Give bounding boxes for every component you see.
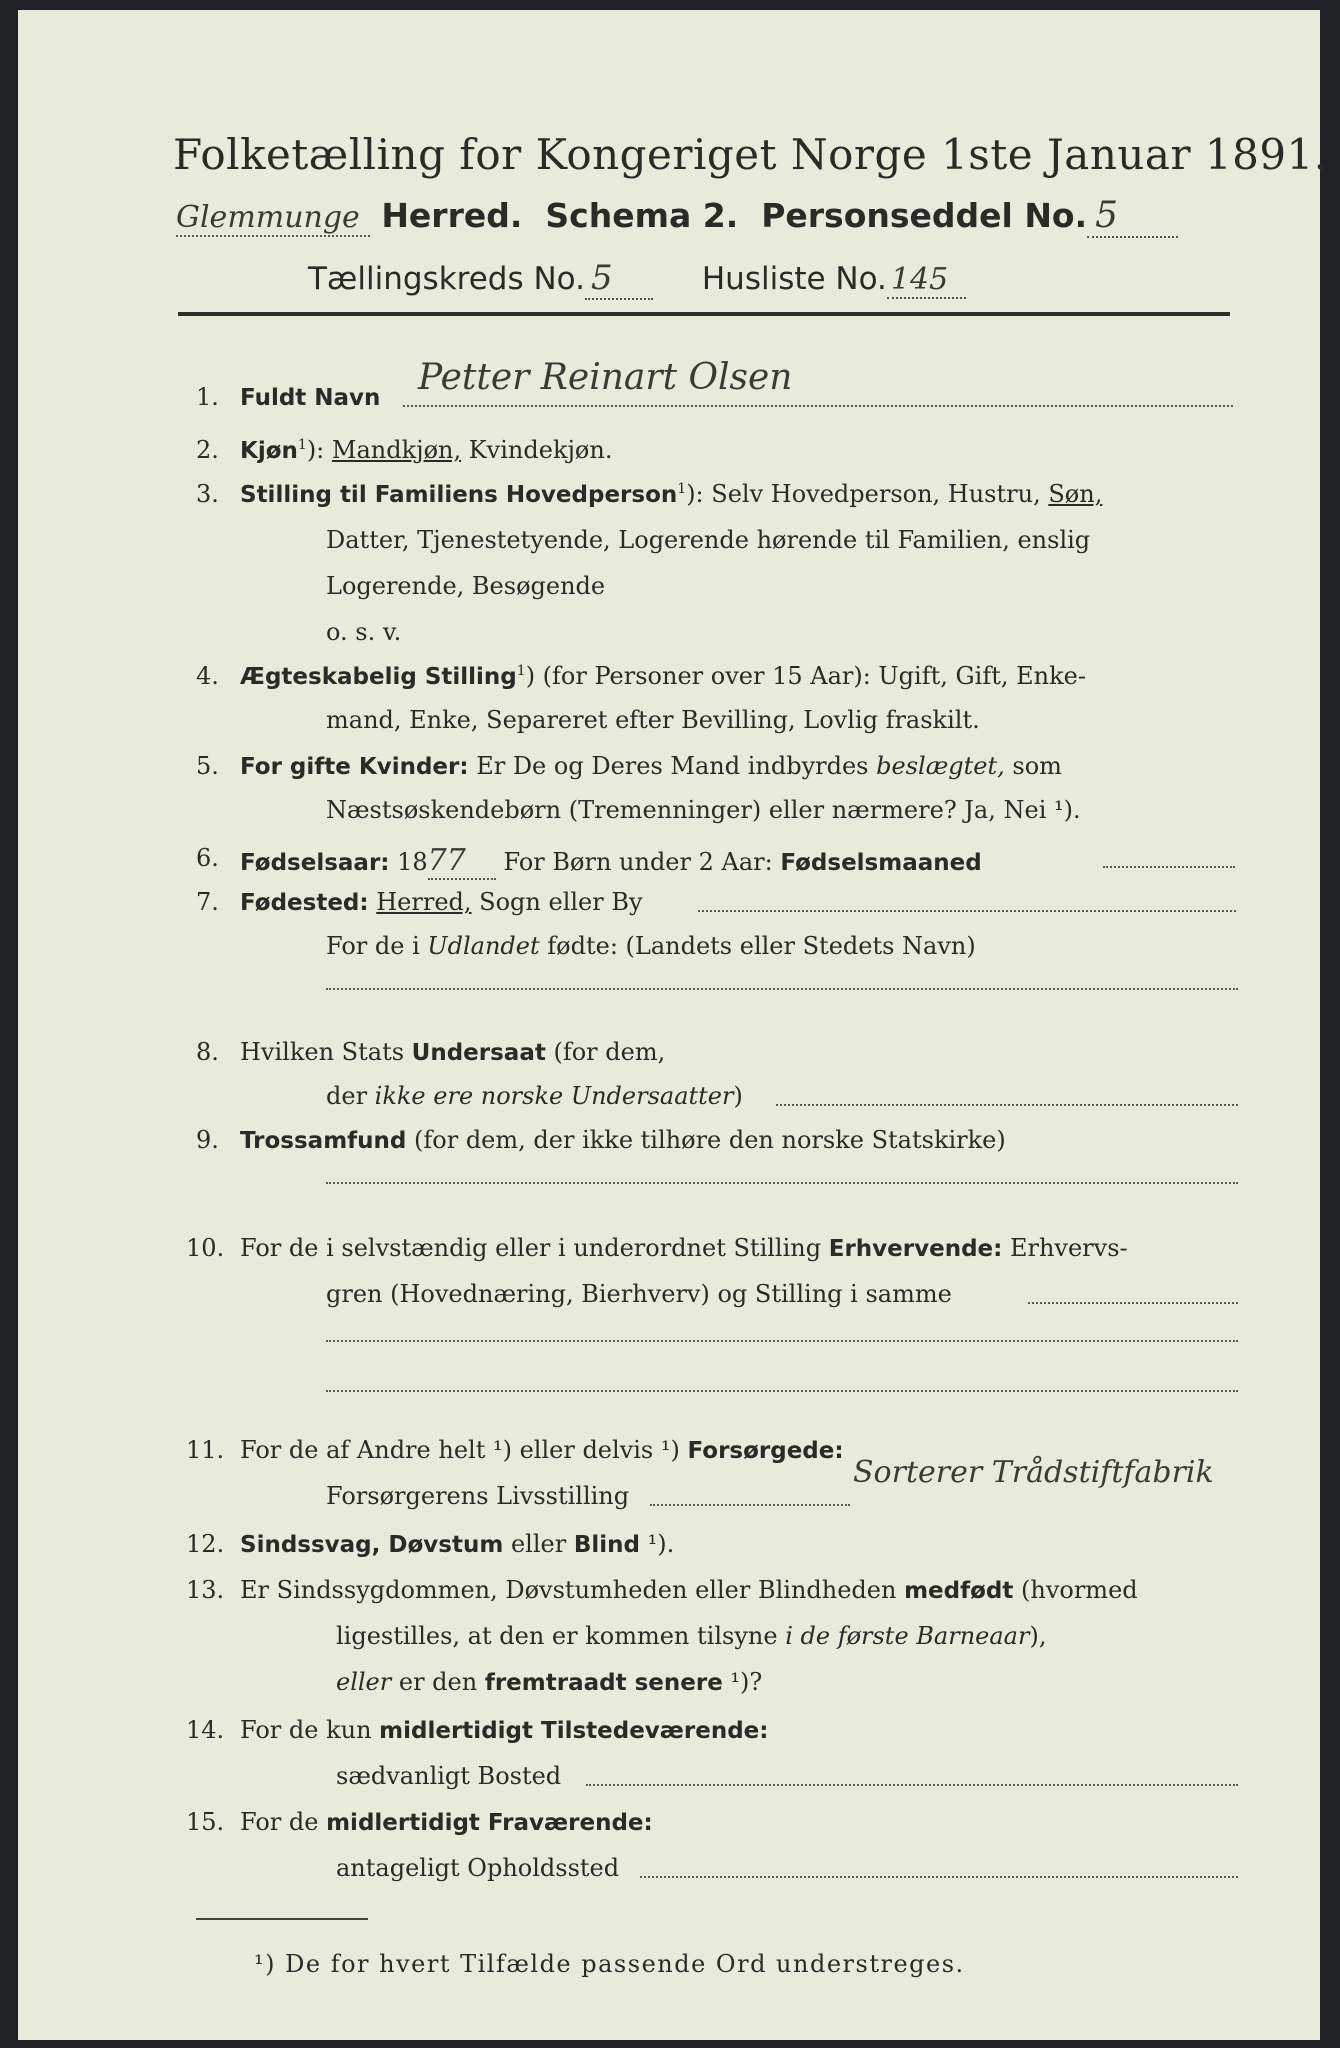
q5-line2: Næstsøskendebørn (Tremenninger) eller nærmere? Ja, Nei ¹).	[326, 796, 1081, 824]
q11-number: 11.	[186, 1436, 225, 1464]
header-line-herred	[176, 195, 1178, 236]
herred-value: Glemmunge	[176, 200, 370, 237]
q12-line1: Sindssvag, Døvstum eller Blind ¹).	[240, 1530, 675, 1558]
q10-line1: For de i selvstændig eller i underordnet Stilling Erhvervende: Erhvervs-	[240, 1234, 1128, 1262]
q3-line4: o. s. v.	[326, 618, 402, 646]
header-divider	[178, 312, 1230, 316]
q13-line3: eller er den fremtraadt senere ¹)?	[336, 1668, 763, 1696]
q15-number: 15.	[186, 1808, 225, 1836]
q1-number: 1.	[196, 383, 219, 411]
q8-line1: Hvilken Stats Undersaat (for dem,	[240, 1038, 666, 1066]
q13-line1: Er Sindssygdommen, Døvstumheden eller Blindheden medfødt (hvormed	[240, 1576, 1138, 1604]
q15-line1: For de midlertidigt Fraværende:	[240, 1808, 653, 1836]
taellingskreds-label: Tællingskreds No.	[308, 261, 585, 297]
q10-dotline-3	[326, 1390, 1238, 1392]
q2-text: Kjøn$^1$): Mandkjøn, Kvindekjøn.	[240, 436, 613, 464]
q3-line3: Logerende, Besøgende	[326, 572, 606, 600]
q7-number: 7.	[196, 888, 219, 916]
husliste-value: 145	[887, 262, 966, 299]
q3-line1: Stilling til Familiens Hovedperson$^1$): Selv Hovedperson, Hustru, Søn,	[240, 480, 1103, 508]
schema-label: Schema 2.	[545, 196, 739, 235]
q11-provider-occupation-value: Sorterer Trådstiftfabrik	[853, 1455, 1214, 1490]
q9-number: 9.	[196, 1126, 219, 1154]
q5-number: 5.	[196, 752, 219, 780]
q11-line1: For de af Andre helt ¹) eller delvis ¹) Forsørgede:	[240, 1436, 844, 1464]
q15-line2: antageligt Opholdssted	[336, 1854, 620, 1882]
q3-number: 3.	[196, 480, 219, 508]
q11-line2: Forsørgerens Livsstilling	[326, 1482, 630, 1510]
q4-line1: Ægteskabelig Stilling$^1$) (for Personer over 15 Aar): Ugift, Gift, Enke-	[240, 662, 1086, 690]
q8-number: 8.	[196, 1038, 219, 1066]
q10-line2: gren (Hovednæring, Bierhverv) og Stilling i samme	[326, 1280, 952, 1308]
q11-dotline	[650, 1504, 850, 1506]
q9-line1: Trossamfund (for dem, der ikke tilhøre den norske Statskirke)	[240, 1126, 1006, 1154]
q14-line1: For de kun midlertidigt Tilstedeværende:	[240, 1716, 769, 1744]
q10-number: 10.	[186, 1234, 225, 1262]
q8-dotline	[776, 1104, 1238, 1106]
q6-birth-year-value: 77	[428, 843, 496, 880]
q7-line1: Fødested: Herred, Sogn eller By	[240, 888, 643, 916]
footnote: ¹) De for hvert Tilfælde passende Ord understreges.	[254, 1950, 965, 1978]
q5-line1: For gifte Kvinder: Er De og Deres Mand indbyrdes beslægtet, som	[240, 752, 1062, 780]
q10-dotline	[1028, 1302, 1238, 1304]
q7-line2: For de i Udlandet fødte: (Landets eller Stedets Navn)	[326, 932, 976, 960]
q6-line: Fødselsaar: 1877 For Børn under 2 Aar: Fødselsmaaned	[240, 843, 982, 878]
q10-dotline-2	[326, 1340, 1238, 1342]
q4-number: 4.	[196, 662, 219, 690]
q7-dotline-2	[326, 988, 1238, 990]
herred-label: Herred.	[381, 196, 523, 235]
header-line-taellingskreds	[308, 258, 966, 298]
q8-line2: der ikke ere norske Undersaatter)	[326, 1082, 743, 1110]
census-form-page	[18, 10, 1328, 2040]
q12-number: 12.	[186, 1530, 225, 1558]
q14-line2: sædvanligt Bosted	[336, 1762, 562, 1790]
personseddel-value: 5	[1087, 195, 1178, 238]
q3-selected-option: Søn,	[1048, 480, 1103, 508]
q14-dotline	[586, 1784, 1238, 1786]
q6-number: 6.	[196, 844, 219, 872]
q1-name-value: Petter Reinart Olsen	[418, 357, 793, 398]
husliste-label: Husliste No.	[701, 261, 887, 297]
q1-label: Fuldt Navn	[240, 385, 381, 411]
q2-number: 2.	[196, 436, 219, 464]
q3-line2: Datter, Tjenestetyende, Logerende hørende til Familien, enslig	[326, 526, 1091, 554]
q4-line2: mand, Enke, Separeret efter Bevilling, Lovlig fraskilt.	[326, 706, 980, 734]
q1-dotline	[403, 405, 1233, 407]
footnote-divider	[196, 1918, 368, 1920]
q13-line2: ligestilles, at den er kommen tilsyne i de første Barneaar),	[336, 1622, 1047, 1650]
q13-number: 13.	[186, 1576, 225, 1604]
taellingskreds-value: 5	[585, 258, 653, 300]
form-title: Folketælling for Kongeriget Norge 1ste Januar 1891.	[173, 130, 1328, 179]
q7-selected-option: Herred,	[376, 888, 472, 916]
q7-dotline	[698, 910, 1236, 912]
q2-selected-option: Mandkjøn,	[331, 436, 462, 464]
q9-dotline	[326, 1182, 1238, 1184]
q14-number: 14.	[186, 1716, 225, 1744]
q6-dotline	[1103, 866, 1235, 868]
personseddel-label: Personseddel No.	[761, 196, 1088, 235]
q15-dotline	[640, 1876, 1238, 1878]
